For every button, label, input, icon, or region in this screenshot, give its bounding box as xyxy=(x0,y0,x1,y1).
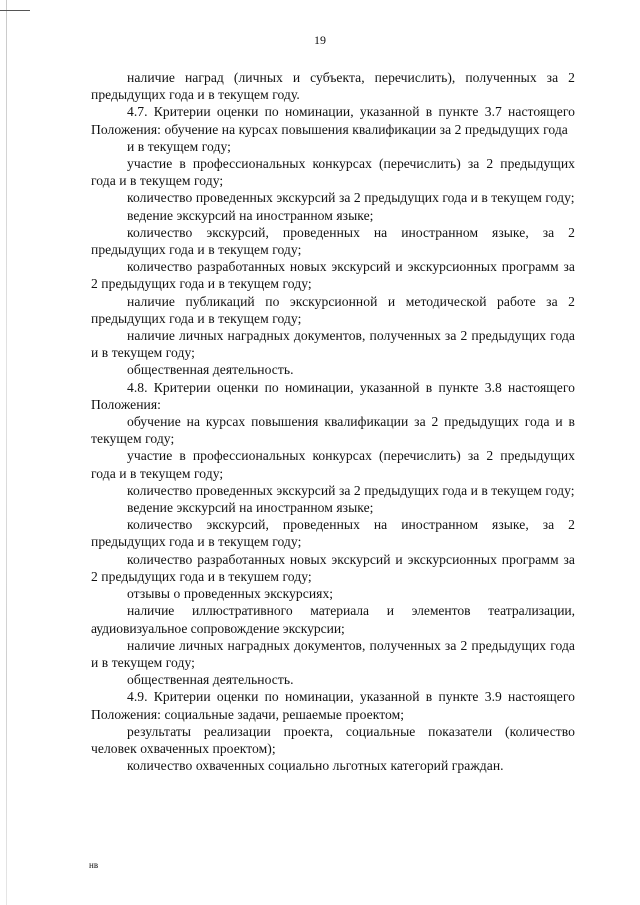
footer-code: нв xyxy=(89,860,99,870)
paragraph: отзывы о проведенных экскурсиях; xyxy=(127,586,334,602)
paragraph: количество экскурсий, проведенных на иностранном языке, за 2 предыдущих года и в текущем году; xyxy=(91,517,575,550)
paragraph: участие в профессиональных конкурсах (перечислить) за 2 предыдущих года и в текущем году; xyxy=(91,448,575,481)
paragraph: наличие личных наградных документов, полученных за 2 предыдущих года и в текущем году; xyxy=(91,328,575,361)
paragraph: количество охваченных социально льготных категорий граждан. xyxy=(127,758,504,774)
paragraph: наличие публикаций по экскурсионной и методической работе за 2 предыдущих года и в текущем году; xyxy=(91,293,575,326)
paragraph: 4.8. Критерии оценки по номинации, указанной в пункте 3.8 настоящего Положения: xyxy=(91,379,575,412)
scan-corner-mark xyxy=(0,10,30,11)
scan-edge-line xyxy=(6,0,7,905)
paragraph: общественная деятельность. xyxy=(127,362,294,378)
document-body xyxy=(91,69,575,774)
paragraph: наличие иллюстративного материала и элементов театрализации, аудиовизуальное сопровождение экскурсии; xyxy=(91,603,575,636)
paragraph: и в текущем году; xyxy=(127,138,231,154)
paragraph: 4.7. Критерии оценки по номинации, указанной в пункте 3.7 настоящего Положения: обучение на курсах повышения квалификации за 2 предыдущих года xyxy=(91,104,575,137)
paragraph: результаты реализации проекта, социальные показатели (количество человек охваченных проектом); xyxy=(91,723,575,756)
paragraph: ведение экскурсий на иностранном языке; xyxy=(127,207,374,223)
paragraph: количество разработанных новых экскурсий и экскурсионных программ за 2 предыдущих года и в текущем году; xyxy=(91,259,575,292)
paragraph: количество экскурсий, проведенных на иностранном языке, за 2 предыдущих года и в текущем году; xyxy=(91,224,575,258)
paragraph: количество проведенных экскурсий за 2 предыдущих года и в текущем году; xyxy=(127,482,575,498)
page-number: 19 xyxy=(314,33,326,47)
paragraph: наличие наград (личных и субъекта, перечислить), полученных за 2 предыдущих года и в текущем году. xyxy=(91,70,575,103)
paragraph: общественная деятельность. xyxy=(127,672,294,688)
paragraph: ведение экскурсий на иностранном языке; xyxy=(127,500,374,516)
paragraph: количество проведенных экскурсий за 2 предыдущих года и в текущем году; xyxy=(127,190,575,206)
paragraph: наличие личных наградных документов, полученных за 2 предыдущих года и в текущем году; xyxy=(91,637,575,670)
paragraph: количество разработанных новых экскурсий и экскурсионных программ за 2 предыдущих года и в текушем году; xyxy=(91,551,575,584)
paragraph: обучение на курсах повышения квалификации за 2 предыдущих года и в текущем году; xyxy=(91,414,575,447)
paragraph: участие в профессиональных конкурсах (перечислить) за 2 предыдущих года и в текущем году; xyxy=(91,156,575,189)
paragraph: 4.9. Критерии оценки по номинации, указанной в пункте 3.9 настоящего Положения: социальные задачи, решаемые проектом; xyxy=(91,689,575,722)
